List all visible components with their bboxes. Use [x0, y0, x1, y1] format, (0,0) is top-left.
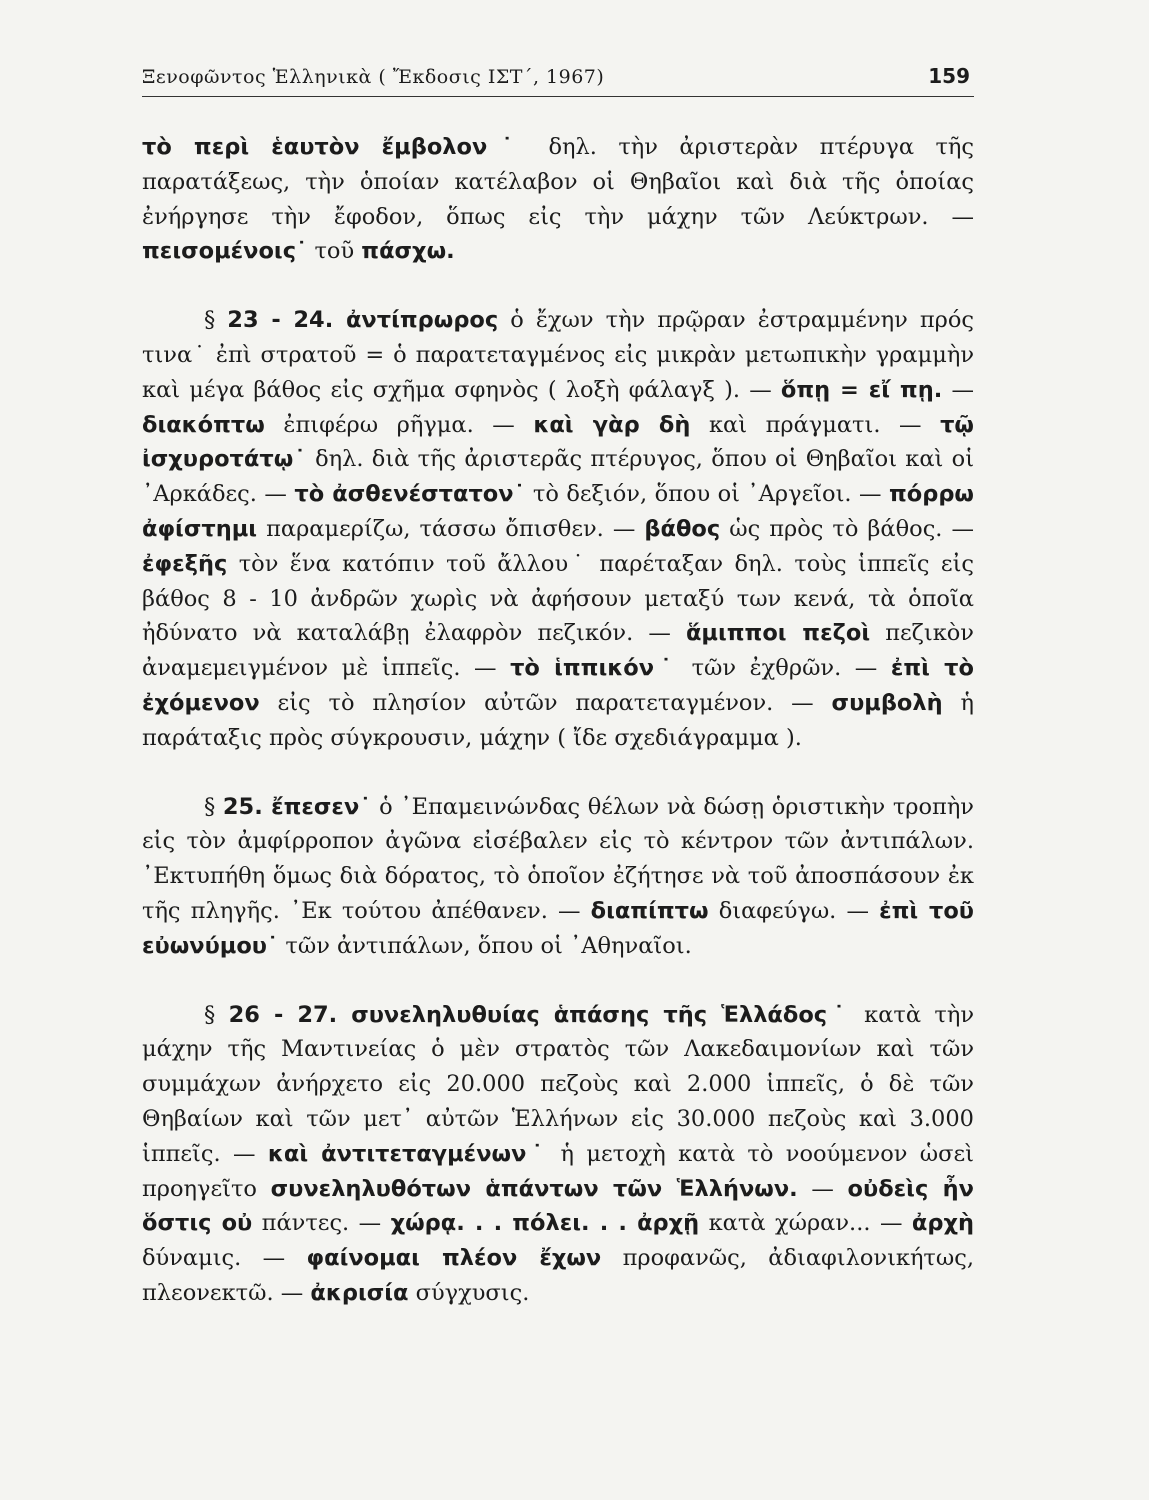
- gloss-text: διαφεύγω. —: [708, 897, 880, 924]
- lemma-term: διακόπτω: [142, 411, 265, 438]
- lemma-term: πάσχω.: [361, 238, 455, 265]
- gloss-text: —: [942, 376, 975, 403]
- lemma-term: ἀκρισία: [310, 1279, 409, 1306]
- gloss-text: τοῦ: [307, 238, 362, 265]
- lemma-term: συμβολὴ: [831, 689, 943, 716]
- lemma-term: ἐπὶ τὸ ἐχόμενον: [142, 655, 974, 716]
- lemma-term: τὸ ἱππικόν˙: [510, 655, 679, 682]
- lemma-term: καὶ γὰρ δὴ: [533, 411, 691, 438]
- lemma-term: 26 - 27. συνεληλυθυίας ἁπάσης τῆς Ἑλλάδος˙: [228, 1001, 851, 1028]
- lemma-term: ὅπῃ = εἴ πῃ.: [780, 376, 943, 403]
- gloss-text: §: [204, 1001, 229, 1028]
- gloss-text: κατὰ χώραν... —: [699, 1210, 912, 1237]
- gloss-text: τὸ δεξιόν, ὅπου οἱ ᾿Αργεῖοι. —: [525, 481, 889, 508]
- lemma-term: ἐπὶ τοῦ εὐωνύμου˙: [142, 897, 974, 959]
- paragraph-intro: [142, 130, 974, 269]
- gloss-text: τὸν ἕνα κατόπιν τοῦ ἄλλου˙ παρέταξαν δηλ. τοὺς ἱππεῖς εἰς βάθος 8 - 10 ἀνδρῶν χωρὶς νὰ ἀφήσουν μεταξύ των κενά, τὰ ὁποῖα ἠδύνατο νὰ καταλάβῃ ἐλαφρὸν πεζικόν. —: [142, 550, 974, 647]
- paragraph-section-25: [142, 790, 974, 964]
- gloss-text: ἡ παράταξις πρὸς σύγκρουσιν, μάχην ( ἴδε σχεδιάγραμμα ).: [142, 689, 974, 751]
- lemma-term: οὐδεὶς ἦν ὅστις οὐ: [142, 1175, 974, 1237]
- gloss-text: ἐπιφέρω ρῆγμα. —: [264, 411, 534, 438]
- lemma-term: τὸ περὶ ἑαυτὸν ἔμβολον˙: [142, 134, 528, 160]
- running-head: [142, 62, 974, 97]
- lemma-term: 25. ἔπεσεν˙: [222, 793, 372, 820]
- gloss-text: —: [797, 1175, 848, 1202]
- gloss-text: ἡ μετοχὴ κατὰ τὸ νοούμενον ὡσεὶ προηγεῖτο: [142, 1140, 974, 1202]
- lemma-term: ἐφεξῆς: [142, 550, 228, 577]
- gloss-text: εἰς τὸ πλησίον αὐτῶν παρατεταγμένον. —: [259, 689, 832, 716]
- lemma-term: τῷ ἰσχυροτάτῳ˙: [142, 411, 974, 473]
- gloss-text: προφανῶς, ἀδιαφιλονικήτως, πλεονεκτῶ. —: [142, 1245, 974, 1306]
- page-number: 159: [928, 64, 970, 88]
- gloss-text: §: [204, 793, 223, 820]
- lemma-term: χώρᾳ. . . πόλει. . . ἀρχῇ: [390, 1210, 700, 1237]
- lemma-term: 23 - 24. ἀντίπρωρος: [227, 307, 499, 334]
- lemma-term: καὶ ἀντιτεταγμένων˙: [267, 1140, 549, 1167]
- gloss-text: δύναμις. —: [142, 1245, 307, 1272]
- lemma-term: τὸ ἀσθενέστατον˙: [294, 481, 526, 508]
- lemma-term: πεισομένοις˙: [142, 238, 308, 265]
- gloss-text: δηλ. διὰ τῆς ἀριστερᾶς πτέρυγος, ὅπου οἱ Θηβαῖοι καὶ οἱ ᾿Αρκάδες. —: [142, 446, 975, 508]
- gloss-text: καὶ πράγματι. —: [690, 411, 941, 438]
- gloss-text: πάντες. —: [252, 1210, 391, 1237]
- gloss-text: ὁ ᾿Επαμεινώνδας θέλων νὰ δώσῃ ὁριστικὴν τροπὴν εἰς τὸν ἀμφίρροπον ἀγῶνα εἰσέβαλεν εἰς τὸ κέντρον τῶν ἀντιπάλων. ᾿Εκτυπήθη ὅμως διὰ δόρατος, τὸ ὁποῖον ἐζήτησε νὰ τοῦ ἀποσπάσουν ἐκ τῆς πληγῆς. ᾿Εκ τούτου ἀπέθανεν. —: [142, 793, 974, 924]
- gloss-text: ὁ ἔχων τὴν πρῷραν ἐστραμμένην πρός τινα˙ ἐπὶ στρατοῦ = ὁ παρατεταγμένος εἰς μικρὰν μετωπικὴν γραμμὴν καὶ μέγα βάθος εἰς σχῆμα σφηνὸς ( λοξὴ φάλαγξ ). —: [142, 307, 975, 403]
- paragraph-section-23-24: [142, 303, 974, 755]
- paragraph-section-26-27: [142, 998, 974, 1311]
- commentary-body: [142, 130, 974, 1311]
- lemma-term: ἀρχὴ: [911, 1210, 975, 1237]
- gloss-text: τῶν ἐχθρῶν. —: [678, 655, 891, 682]
- lemma-term: διαπίπτω: [590, 897, 709, 924]
- lemma-term: πόρρω ἀφίστημι: [142, 481, 974, 542]
- lemma-term: βάθος: [644, 515, 721, 542]
- gloss-text: σύγχυσις.: [408, 1279, 530, 1306]
- gloss-text: πεζικὸν ἀναμεμειγμένον μὲ ἱππεῖς. —: [142, 620, 974, 682]
- gloss-text: §: [204, 307, 228, 334]
- gloss-text: τῶν ἀντιπάλων, ὅπου οἱ ᾿Αθηναῖοι.: [278, 932, 692, 959]
- gloss-text: δηλ. τὴν ἀριστερὰν πτέρυγα τῆς παρατάξεως, τὴν ὁποίαν κατέλαβον οἱ Θηβαῖοι καὶ διὰ τῆς ὁποίας ἐνήργησε τὴν ἔφοδον, ὅπως εἰς τὴν μάχην τῶν Λεύκτρων. —: [142, 134, 974, 230]
- running-head-title: Ξενοφῶντος Ἑλληνικὰ ( Ἔκδοσις ΙΣΤ΄, 1967): [142, 66, 605, 88]
- lemma-term: φαίνομαι πλέον ἔχων: [306, 1245, 602, 1272]
- lemma-term: ἅμιπποι πεζοὶ: [685, 620, 871, 647]
- gloss-text: κατὰ τὴν μάχην τῆς Μαντινείας ὁ μὲν στρατὸς τῶν Λακεδαιμονίων καὶ τῶν συμμάχων ἀνήρχετο εἰς 20.000 πεζοὺς καὶ 2.000 ἱππεῖς, ὁ δὲ τῶν Θηβαίων καὶ τῶν μετ᾿ αὐτῶν Ἑλλήνων εἰς 30.000 πεζοὺς καὶ 3.000 ἱππεῖς. —: [142, 1001, 974, 1167]
- gloss-text: ὡς πρὸς τὸ βάθος. —: [720, 515, 974, 542]
- gloss-text: παραμερίζω, τάσσω ὄπισθεν. —: [257, 515, 645, 542]
- lemma-term: συνεληλυθότων ἁπάντων τῶν Ἑλλήνων.: [270, 1175, 798, 1202]
